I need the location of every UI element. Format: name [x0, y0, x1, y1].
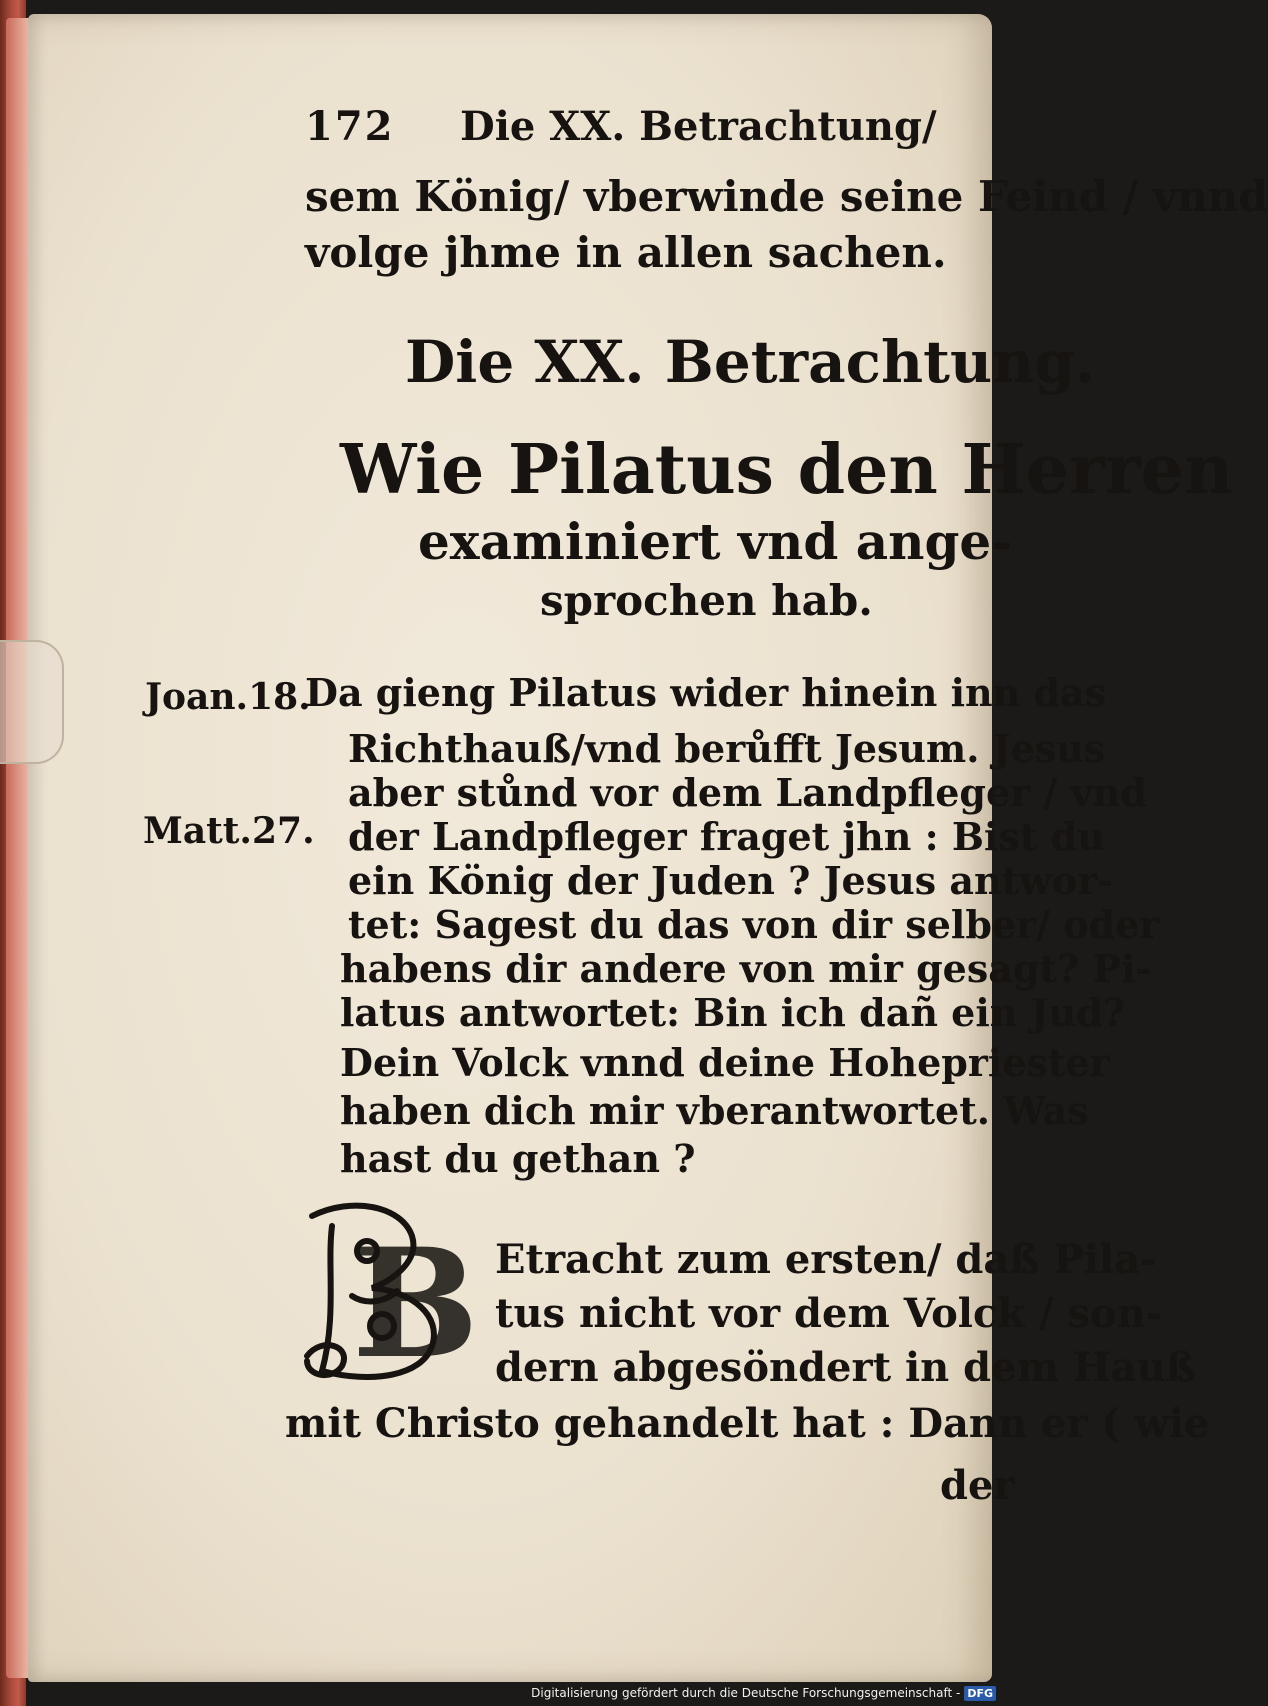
drop-cap-initial [292, 1196, 479, 1392]
scripture-line: Da gieng Pilatus wider hinein inn das [305, 670, 1107, 715]
scripture-line: hast du gethan ? [340, 1136, 696, 1181]
scripture-line: der Landpfleger fraget jhn : Bist du [348, 814, 1105, 859]
margin-note: Joan.18. [145, 676, 311, 718]
scripture-line: aber stůnd vor dem Landpfleger / vnd [348, 770, 1147, 815]
scripture-line: habens dir andere von mir gesagt? Pi- [340, 946, 1152, 991]
chapter-heading: Die XX. Betrachtung. [405, 328, 1096, 396]
footer-text: Digitalisierung gefördert durch die Deutsche Forschungsgemeinschaft - [531, 1686, 961, 1700]
scripture-line: ein König der Juden ? Jesus antwor- [348, 858, 1114, 903]
scripture-line: Richthauß/vnd berůfft Jesum. Jesus [348, 726, 1106, 771]
bookmark-tab[interactable] [0, 640, 64, 764]
continuation-line: volge jhme in allen sachen. [305, 228, 947, 277]
continuation-line: sem König/ vberwinde seine Feind / vnnd [305, 172, 1268, 221]
chapter-title-line: Wie Pilatus den Herren [340, 430, 1234, 510]
scripture-line: tet: Sagest du das von dir selber/ oder [348, 902, 1160, 947]
scripture-line: haben dich mir vberantwortet. Was [340, 1088, 1089, 1133]
drop-cap-letter: B [352, 1216, 479, 1392]
chapter-title-line: sprochen hab. [540, 576, 873, 625]
catchword: der [940, 1462, 1015, 1509]
scripture-line: latus antwortet: Bin ich dañ ein Jud? [340, 990, 1126, 1035]
margin-note: Matt.27. [143, 810, 315, 852]
paragraph-line: dern abgesöndert in dem Hauß [495, 1344, 1197, 1391]
chapter-title-line: examiniert vnd ange- [418, 512, 1012, 571]
footer-credit [531, 1682, 996, 1704]
scripture-line: Dein Volck vnnd deine Hohepriester [340, 1040, 1110, 1085]
running-head: Die XX. Betrachtung/ [460, 103, 937, 150]
dfg-logo: DFG [964, 1686, 996, 1701]
paragraph-line: Etracht zum ersten/ daß Pila- [495, 1236, 1157, 1283]
page-number: 172 [305, 103, 395, 150]
paragraph-line: tus nicht vor dem Volck / son- [495, 1290, 1163, 1337]
paragraph-line: mit Christo gehandelt hat : Dann er ( wie [285, 1400, 1210, 1447]
